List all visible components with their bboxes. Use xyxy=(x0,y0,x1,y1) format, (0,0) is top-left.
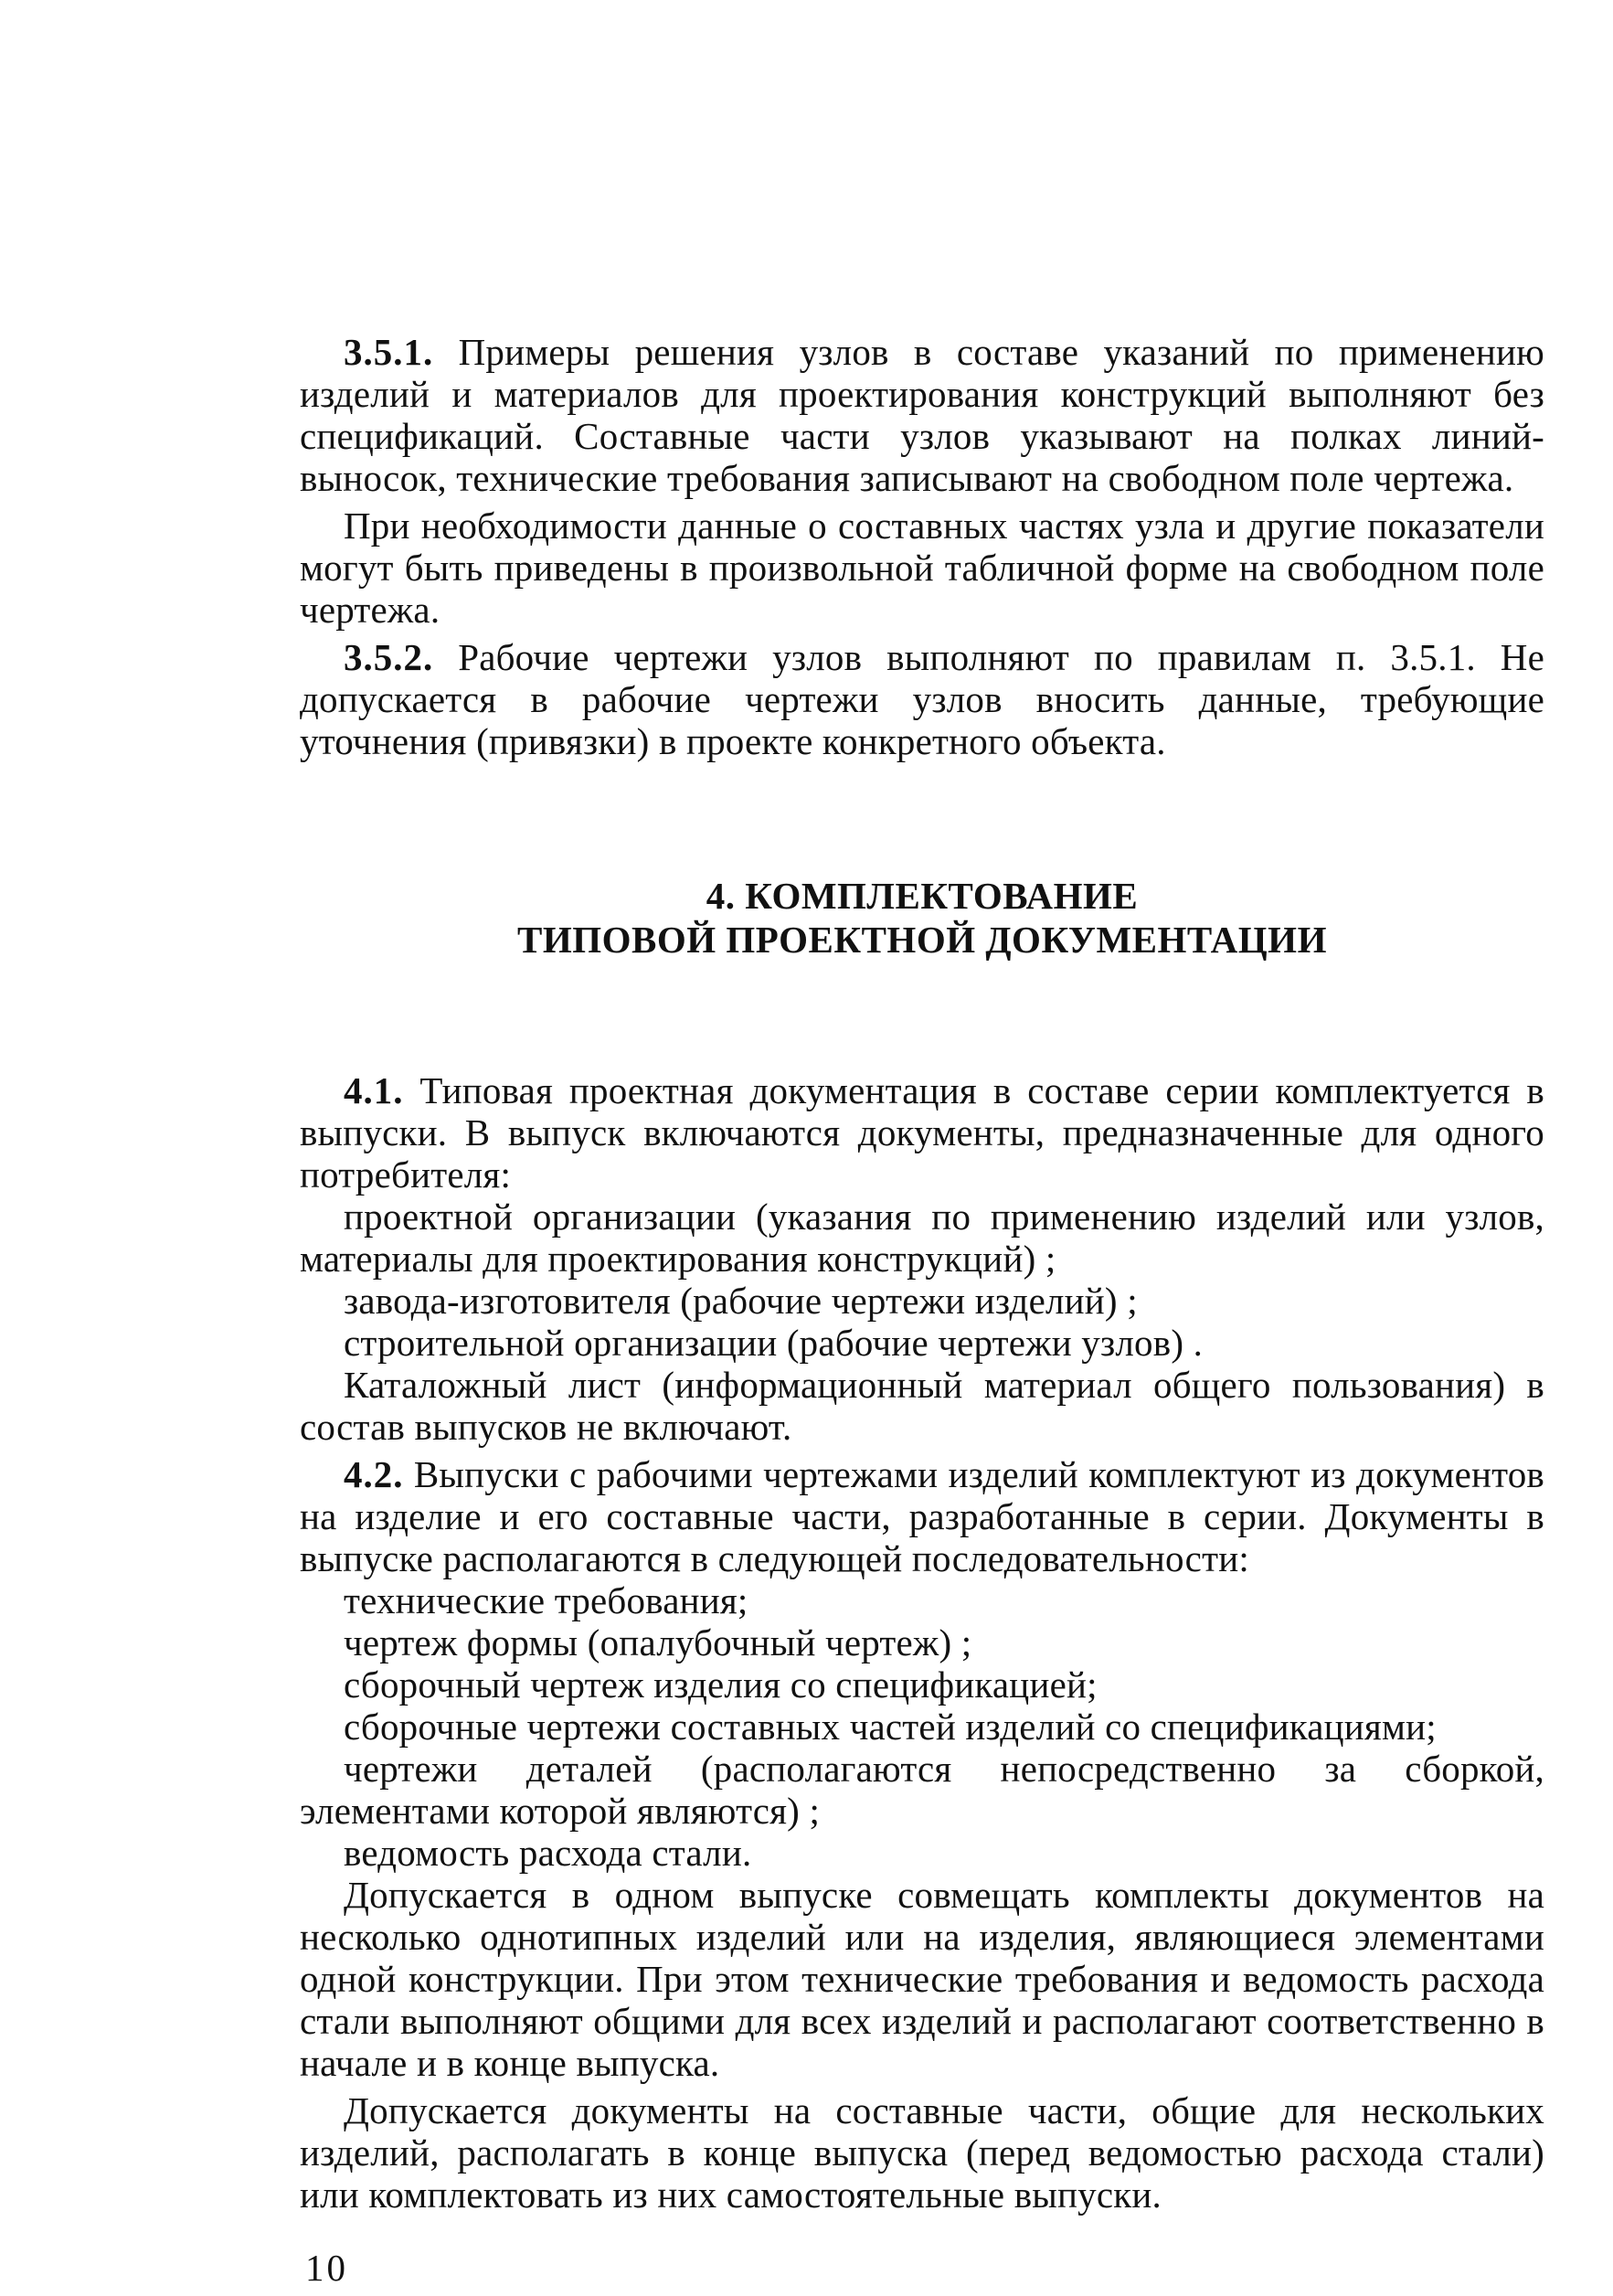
heading-line-2: ТИПОВОЙ ПРОЕКТНОЙ ДОКУМЕНТАЦИИ xyxy=(517,919,1327,961)
section-heading xyxy=(300,874,1544,962)
heading-line-1: 4. КОМПЛЕКТОВАНИЕ xyxy=(706,875,1139,917)
paragraph-4-2-final: Допускается документы на составные части, общие для нескольких изделий, располагать в конце выпуска (перед ведомостью расхода стали) или комплектовать из них самостоятельные выпуски. xyxy=(300,2089,1544,2216)
paragraph-text: Типовая проектная документация в составе серии комплектуется в выпуски. В выпуск включаются документы, предназначенные для одного потребителя: xyxy=(300,1069,1544,1196)
paragraph-3-5-1-continued: При необходимости данные о составных частях узла и другие показатели могут быть приведены в произвольной табличной форме на свободном поле чертежа. xyxy=(300,505,1544,631)
clause-number: 4.1. xyxy=(344,1069,404,1111)
clause-number: 4.2. xyxy=(344,1453,404,1495)
paragraph-4-1 xyxy=(300,1069,1544,1196)
paragraph-4-1-continued: Каталожный лист (информационный материал общего пользования) в состав выпусков не включают. xyxy=(300,1364,1544,1448)
paragraph-4-2 xyxy=(300,1453,1544,1579)
document-page xyxy=(300,331,1544,2221)
clause-number: 3.5.2. xyxy=(344,636,434,678)
list-item: чертежи деталей (располагаются непосредственно за сборкой, элементами которой являются) ; xyxy=(300,1748,1544,1832)
list-item: сборочные чертежи составных частей изделий со спецификациями; xyxy=(344,1706,1437,1748)
list-item: проектной организации (указания по применению изделий или узлов, материалы для проектирования конструкций) ; xyxy=(300,1196,1544,1280)
paragraph-text: Выпуски с рабочими чертежами изделий комплектуют из документов на изделие и его составные части, разработанные в серии. Документы в выпуске располагаются в следующей последовательности: xyxy=(300,1453,1544,1579)
paragraph-text: Рабочие чертежи узлов выполняют по правилам п. 3.5.1. Не допускается в рабочие чертежи узлов вносить данные, требующие уточнения (привязки) в проекте конкретного объекта. xyxy=(300,636,1545,762)
paragraph-4-2-continued: Допускается в одном выпуске совмещать комплекты документов на несколько однотипных изделий или на изделия, являющиеся элементами одной конструкции. При этом технические требования и ведомость расхода стали выполняют общими для всех изделий и располагают соответственно в начале и в конце выпуска. xyxy=(300,1874,1544,2084)
page-number: 10 xyxy=(305,2247,348,2289)
list-item: сборочный чертеж изделия со спецификацией; xyxy=(344,1664,1098,1706)
list-item: строительной организации (рабочие чертежи узлов) . xyxy=(344,1322,1204,1364)
paragraph-text: Примеры решения узлов в составе указаний по применению изделий и материалов для проектирования конструкций выполняют без спецификаций. Составные части узлов указывают на полках линий-выносок, технические требования записывают на свободном поле чертежа. xyxy=(300,331,1544,499)
paragraph-3-5-1 xyxy=(300,331,1544,499)
list-item: чертеж формы (опалубочный чертеж) ; xyxy=(344,1621,972,1664)
list-item: ведомость расхода стали. xyxy=(344,1832,752,1874)
list-item: завода-изготовителя (рабочие чертежи изделий) ; xyxy=(344,1280,1138,1322)
paragraph-3-5-2 xyxy=(300,636,1544,762)
list-item: технические требования; xyxy=(344,1579,748,1621)
clause-number: 3.5.1. xyxy=(344,331,434,373)
